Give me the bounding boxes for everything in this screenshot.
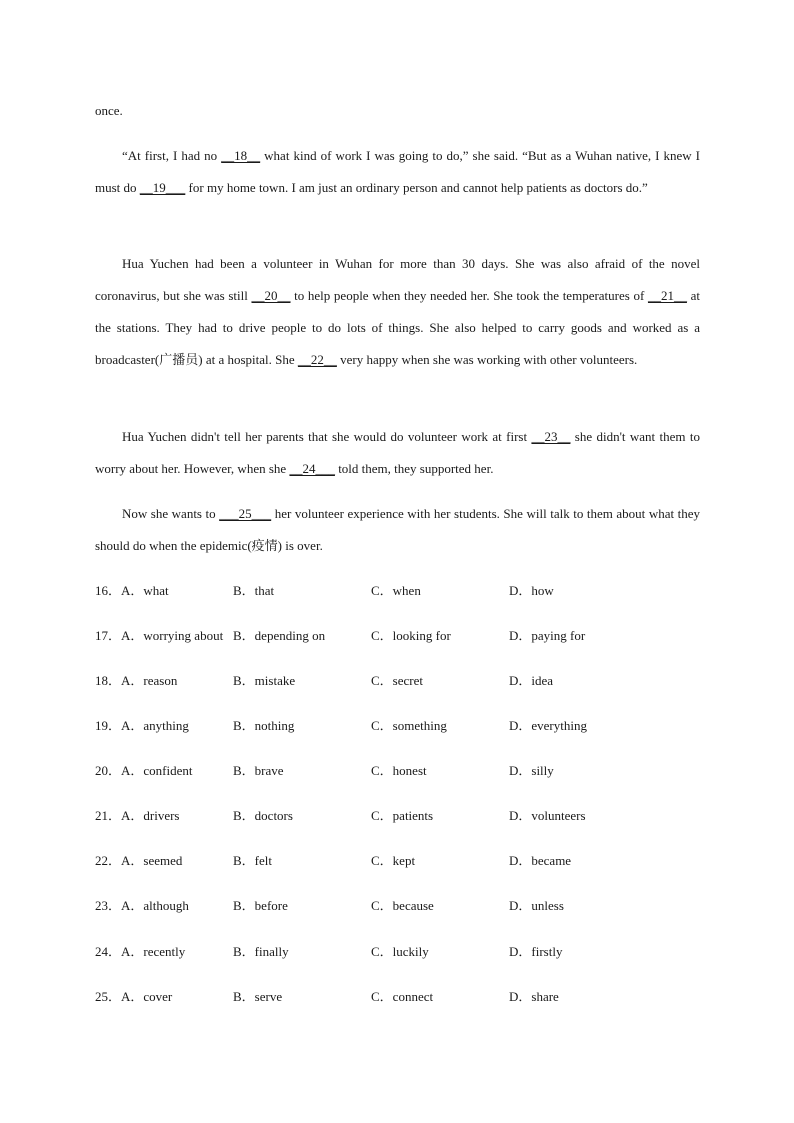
- option-b: B．doctors: [233, 808, 293, 823]
- question-24: [95, 942, 715, 962]
- option-d: D．unless: [509, 898, 564, 913]
- option-c: C．looking for: [371, 628, 451, 643]
- option-c: C．patients: [371, 808, 434, 823]
- paragraph-once: [95, 95, 700, 127]
- option-d: D．volunteers: [509, 808, 586, 823]
- question-22: [95, 851, 715, 871]
- option-d: D．became: [509, 853, 572, 868]
- option-c: C．luckily: [371, 944, 429, 959]
- question-25: [95, 987, 715, 1007]
- passage-text: she didn't want them to worry about her. However, when she: [95, 429, 700, 476]
- passage-text: “At first, I had no: [122, 148, 222, 163]
- option-c: C．when: [371, 583, 421, 598]
- option-b: B．serve: [233, 989, 283, 1004]
- paragraph-4: [95, 498, 700, 562]
- option-c: C．because: [371, 898, 434, 913]
- option-b: B．nothing: [233, 718, 295, 733]
- blank-24: __24___: [289, 461, 335, 476]
- passage-text: at the stations. They had to drive people to do lots of things. She also helped to carry goods and worked as a broadcaster(广播员) at a hospital. She: [95, 288, 700, 367]
- paragraph-3: [95, 421, 700, 485]
- option-a: 19．A．anything: [95, 718, 189, 733]
- option-c: C．secret: [371, 673, 423, 688]
- option-a: 21．A．drivers: [95, 808, 180, 823]
- question-21: [95, 806, 715, 826]
- option-a: 16．A．what: [95, 583, 169, 598]
- option-a: 20．A．confident: [95, 763, 193, 778]
- passage-text: Now she wants to: [122, 506, 220, 521]
- blank-22: __22__: [297, 352, 337, 367]
- option-c: C．kept: [371, 853, 416, 868]
- option-d: D．how: [509, 583, 554, 598]
- paragraph-1: [95, 140, 700, 204]
- option-d: D．everything: [509, 718, 587, 733]
- option-a: 17．A．worrying about: [95, 628, 224, 643]
- blank-21: __21__: [647, 288, 687, 303]
- option-a: 25．A．cover: [95, 989, 173, 1004]
- option-a: 18．A．reason: [95, 673, 178, 688]
- blank-25: ___25___: [219, 506, 272, 521]
- option-c: C．honest: [371, 763, 427, 778]
- option-a: 23．A．although: [95, 898, 189, 913]
- option-d: D．paying for: [509, 628, 586, 643]
- passage-text: once.: [95, 103, 123, 118]
- option-b: B．before: [233, 898, 288, 913]
- question-20: [95, 761, 715, 781]
- passage-text: to help people when they needed her. She took the temperatures of: [290, 288, 648, 303]
- option-d: D．silly: [509, 763, 554, 778]
- paragraph-2: [95, 248, 700, 376]
- option-d: D．share: [509, 989, 559, 1004]
- passage-text: her volunteer experience with her students. She will talk to them about what they should do when the epidemic(疫情) is over.: [95, 506, 700, 553]
- option-b: B．brave: [233, 763, 284, 778]
- blank-19: __19___: [139, 180, 186, 195]
- option-b: B．depending on: [233, 628, 326, 643]
- option-b: B．mistake: [233, 673, 296, 688]
- option-b: B．finally: [233, 944, 289, 959]
- blank-18: __18__: [221, 148, 261, 163]
- option-c: C．connect: [371, 989, 434, 1004]
- option-c: C．something: [371, 718, 447, 733]
- passage-text: told them, they supported her.: [334, 461, 494, 476]
- question-17: [95, 626, 715, 646]
- passage-text: Hua Yuchen had been a volunteer in Wuhan for more than 30 days. She was also afraid of the novel coronavirus, but she was still: [95, 256, 700, 303]
- blank-23: __23__: [531, 429, 571, 444]
- option-d: D．firstly: [509, 944, 563, 959]
- passage-text: very happy when she was working with other volunteers.: [336, 352, 638, 367]
- option-a: 22．A．seemed: [95, 853, 183, 868]
- option-a: 24．A．recently: [95, 944, 186, 959]
- passage-text: what kind of work I was going to do,” she said. “But as a Wuhan native, I knew I must do: [95, 148, 700, 195]
- option-d: D．idea: [509, 673, 554, 688]
- passage-text: for my home town. I am just an ordinary person and cannot help patients as doctors do.”: [185, 180, 648, 195]
- passage-text: Hua Yuchen didn't tell her parents that she would do volunteer work at first: [122, 429, 532, 444]
- blank-20: __20__: [251, 288, 291, 303]
- question-18: [95, 671, 715, 691]
- question-23: [95, 896, 715, 916]
- question-16: [95, 581, 715, 601]
- option-b: B．that: [233, 583, 275, 598]
- question-19: [95, 716, 715, 736]
- option-b: B．felt: [233, 853, 272, 868]
